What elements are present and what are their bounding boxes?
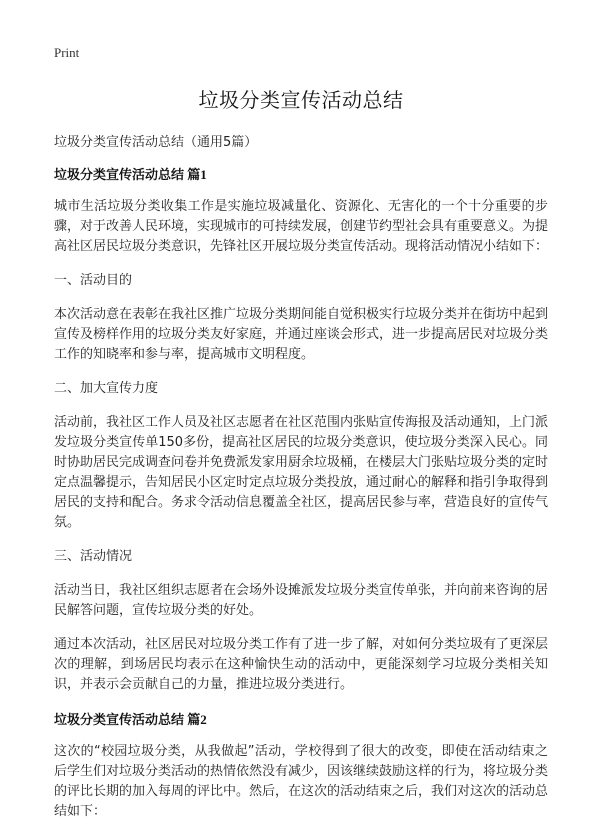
subheading-activity: 三、活动情况 — [54, 549, 133, 564]
paragraph-intro: 城市生活垃圾分类收集工作是实施垃圾减量化、资源化、无害化的一个十分重要的步骤，对于改善人民环境，实现城市的可持续发展，创建节约型社会具有重要意义。为提高社区居民垃圾分类意识，先锋社区开展垃圾分类宣传活动。现将活动情况小结如下： — [54, 199, 549, 254]
document-title: 垃圾分类宣传活动总结 — [198, 88, 404, 112]
paragraph-campus: 这次的“校园垃圾分类，从我做起”活动，学校得到了很大的改变，即使在活动结束之后学生们对垃圾分类活动的热情依然没有减少，因该继续鼓励这样的行为，将垃圾分类的评比长期的加入每周的评比中。然后，在这次的活动结束之后，我们对这次的活动总结如下： — [54, 744, 549, 819]
section-heading-1: 垃圾分类宣传活动总结 篇1 — [54, 167, 207, 182]
paragraph-activity-result: 通过本次活动，社区居民对垃圾分类工作有了进一步了解，对如何分类垃圾有了更深层次的理解，到场居民均表示在这种愉快生动的活动中，更能深刻学习垃圾分类相关知识，并表示会贡献自己的力量，推进垃圾分类进行。 — [54, 637, 549, 692]
document-subtitle: 垃圾分类宣传活动总结（通用5篇） — [54, 135, 258, 150]
subheading-publicity: 二、加大宣传力度 — [54, 381, 159, 396]
paragraph-publicity: 活动前，我社区工作人员及社区志愿者在社区范围内张贴宣传海报及活动通知，上门派发垃圾分类宣传单150多份，提高社区居民的垃圾分类意识，使垃圾分类深入民心。同时协助居民完成调查问卷并免费派发家用厨余垃圾桶，在楼层大门张贴垃圾分类的定时定点温馨提示，告知居民小区定时定点垃圾分类投放，通过耐心的解释和指引争取得到居民的支持和配合。务求令活动信息覆盖全社区，提高居民参与率，营造良好的宣传气氛。 — [54, 415, 549, 530]
subheading-purpose: 一、活动目的 — [54, 273, 133, 288]
print-link[interactable]: Print — [54, 45, 80, 60]
document — [54, 74, 548, 836]
section-heading-2: 垃圾分类宣传活动总结 篇2 — [54, 712, 207, 727]
paragraph-purpose: 本次活动意在表彰在我社区推广垃圾分类期间能自觉积极实行垃圾分类并在街坊中起到宣传及榜样作用的垃圾分类友好家庭，并通过座谈会形式，进一步提高居民对垃圾分类工作的知晓率和参与率，提高城市文明程度。 — [54, 307, 549, 362]
paragraph-activity-day: 活动当日，我社区组织志愿者在会场外设摊派发垃圾分类宣传单张，并向前来咨询的居民解答问题，宣传垃圾分类的好处。 — [54, 583, 549, 618]
